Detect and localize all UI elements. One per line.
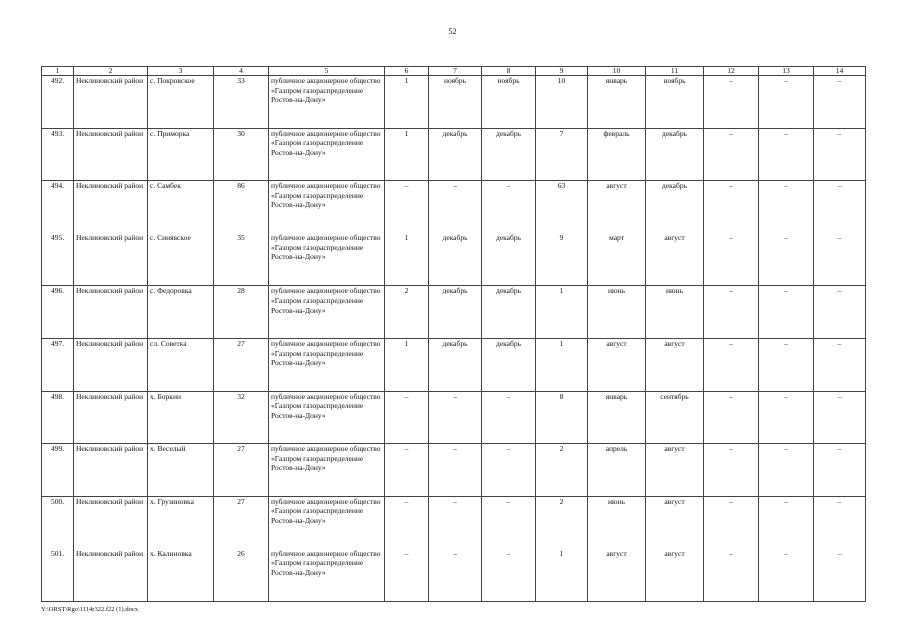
cell-c6: – bbox=[385, 444, 429, 497]
cell-c11: ноябрь bbox=[646, 76, 704, 129]
column-header-1: 1 bbox=[42, 67, 74, 76]
column-header-6: 6 bbox=[385, 67, 429, 76]
cell-c13: – bbox=[759, 391, 814, 444]
cell-c14: – bbox=[814, 444, 866, 497]
column-header-12: 12 bbox=[704, 67, 759, 76]
cell-district: Неклиновский район bbox=[74, 338, 148, 391]
cell-district: Неклиновский район bbox=[74, 233, 148, 286]
cell-c13: – bbox=[759, 496, 814, 549]
table-row bbox=[42, 338, 866, 391]
cell-c8: – bbox=[482, 496, 536, 549]
column-header-11: 11 bbox=[646, 67, 704, 76]
cell-settlement: с. Покровское bbox=[148, 76, 214, 129]
cell-c11: декабрь bbox=[646, 128, 704, 181]
cell-c8: декабрь bbox=[482, 286, 536, 339]
cell-c12: – bbox=[704, 128, 759, 181]
cell-district: Неклиновский район bbox=[74, 128, 148, 181]
column-header-4: 4 bbox=[214, 67, 269, 76]
cell-c13: – bbox=[759, 338, 814, 391]
column-header-13: 13 bbox=[759, 67, 814, 76]
cell-c13: – bbox=[759, 549, 814, 602]
schedule-table bbox=[41, 66, 866, 602]
cell-c10: август bbox=[588, 181, 646, 234]
cell-c13: – bbox=[759, 286, 814, 339]
cell-c4: 33 bbox=[214, 76, 269, 129]
cell-settlement: х. Боркин bbox=[148, 391, 214, 444]
cell-c6: – bbox=[385, 181, 429, 234]
cell-c10: март bbox=[588, 233, 646, 286]
cell-c13: – bbox=[759, 128, 814, 181]
cell-c13: – bbox=[759, 181, 814, 234]
cell-c6: 1 bbox=[385, 233, 429, 286]
cell-c4: 30 bbox=[214, 128, 269, 181]
cell-c9: 1 bbox=[536, 549, 588, 602]
cell-c6: 1 bbox=[385, 76, 429, 129]
cell-c9: 1 bbox=[536, 286, 588, 339]
cell-district: Неклиновский район bbox=[74, 444, 148, 497]
cell-c9: 7 bbox=[536, 128, 588, 181]
table-row bbox=[42, 391, 866, 444]
cell-c11: август bbox=[646, 549, 704, 602]
cell-c8: – bbox=[482, 549, 536, 602]
file-path-footer: Y:\ORST\Rgo\1114r322.f22 (1).docx bbox=[41, 606, 138, 613]
cell-c10: август bbox=[588, 338, 646, 391]
cell-c7: декабрь bbox=[429, 233, 482, 286]
cell-c7: ноябрь bbox=[429, 76, 482, 129]
cell-org: публичное акционерное общество «Газпром газораспределение Ростов-на-Дону» bbox=[269, 128, 385, 181]
cell-org: публичное акционерное общество «Газпром газораспределение Ростов-на-Дону» bbox=[269, 444, 385, 497]
cell-settlement: х. Веселый bbox=[148, 444, 214, 497]
cell-c10: август bbox=[588, 549, 646, 602]
cell-settlement: х. Калиновка bbox=[148, 549, 214, 602]
column-header-5: 5 bbox=[269, 67, 385, 76]
cell-c12: – bbox=[704, 233, 759, 286]
cell-c13: – bbox=[759, 444, 814, 497]
cell-n: 499. bbox=[42, 444, 74, 497]
cell-settlement: сл. Советка bbox=[148, 338, 214, 391]
cell-c10: январь bbox=[588, 391, 646, 444]
cell-c7: декабрь bbox=[429, 128, 482, 181]
cell-c8: ноябрь bbox=[482, 76, 536, 129]
column-number-header-row bbox=[42, 67, 866, 76]
table-row bbox=[42, 286, 866, 339]
cell-n: 497. bbox=[42, 338, 74, 391]
cell-c8: – bbox=[482, 444, 536, 497]
cell-c6: – bbox=[385, 391, 429, 444]
table-body bbox=[42, 76, 866, 602]
cell-org: публичное акционерное общество «Газпром газораспределение Ростов-на-Дону» bbox=[269, 496, 385, 549]
cell-c14: – bbox=[814, 181, 866, 234]
cell-c7: – bbox=[429, 391, 482, 444]
cell-c6: 1 bbox=[385, 128, 429, 181]
cell-org: публичное акционерное общество «Газпром газораспределение Ростов-на-Дону» bbox=[269, 76, 385, 129]
cell-c11: август bbox=[646, 233, 704, 286]
cell-c7: декабрь bbox=[429, 286, 482, 339]
column-header-9: 9 bbox=[536, 67, 588, 76]
column-header-3: 3 bbox=[148, 67, 214, 76]
cell-n: 492. bbox=[42, 76, 74, 129]
cell-c12: – bbox=[704, 76, 759, 129]
cell-c13: – bbox=[759, 76, 814, 129]
cell-district: Неклиновский район bbox=[74, 391, 148, 444]
cell-n: 494. bbox=[42, 181, 74, 234]
cell-c7: – bbox=[429, 181, 482, 234]
cell-c12: – bbox=[704, 338, 759, 391]
table-row bbox=[42, 181, 866, 234]
table-row bbox=[42, 233, 866, 286]
cell-c7: декабрь bbox=[429, 338, 482, 391]
table-row bbox=[42, 128, 866, 181]
cell-settlement: х. Грузиновка bbox=[148, 496, 214, 549]
cell-c14: – bbox=[814, 76, 866, 129]
cell-c14: – bbox=[814, 496, 866, 549]
column-header-8: 8 bbox=[482, 67, 536, 76]
cell-org: публичное акционерное общество «Газпром газораспределение Ростов-на-Дону» bbox=[269, 286, 385, 339]
cell-c12: – bbox=[704, 181, 759, 234]
cell-c11: август bbox=[646, 338, 704, 391]
column-header-2: 2 bbox=[74, 67, 148, 76]
cell-c6: 2 bbox=[385, 286, 429, 339]
table-row bbox=[42, 76, 866, 129]
cell-c12: – bbox=[704, 496, 759, 549]
cell-c6: – bbox=[385, 549, 429, 602]
cell-c4: 86 bbox=[214, 181, 269, 234]
column-header-10: 10 bbox=[588, 67, 646, 76]
cell-c10: июнь bbox=[588, 496, 646, 549]
cell-c4: 27 bbox=[214, 338, 269, 391]
cell-c14: – bbox=[814, 391, 866, 444]
cell-settlement: с. Приморка bbox=[148, 128, 214, 181]
cell-n: 498. bbox=[42, 391, 74, 444]
cell-c12: – bbox=[704, 549, 759, 602]
cell-c9: 10 bbox=[536, 76, 588, 129]
cell-c7: – bbox=[429, 496, 482, 549]
cell-c11: август bbox=[646, 496, 704, 549]
cell-c8: декабрь bbox=[482, 338, 536, 391]
cell-n: 493. bbox=[42, 128, 74, 181]
cell-c10: июнь bbox=[588, 286, 646, 339]
cell-c14: – bbox=[814, 549, 866, 602]
cell-c8: декабрь bbox=[482, 128, 536, 181]
cell-c9: 63 bbox=[536, 181, 588, 234]
cell-settlement: с. Самбек bbox=[148, 181, 214, 234]
cell-org: публичное акционерное общество «Газпром газораспределение Ростов-на-Дону» bbox=[269, 549, 385, 602]
cell-district: Неклиновский район bbox=[74, 286, 148, 339]
cell-org: публичное акционерное общество «Газпром газораспределение Ростов-на-Дону» bbox=[269, 391, 385, 444]
cell-district: Неклиновский район bbox=[74, 76, 148, 129]
cell-c4: 27 bbox=[214, 496, 269, 549]
cell-district: Неклиновский район bbox=[74, 181, 148, 234]
cell-c13: – bbox=[759, 233, 814, 286]
cell-c11: август bbox=[646, 444, 704, 497]
cell-c4: 26 bbox=[214, 549, 269, 602]
cell-n: 495. bbox=[42, 233, 74, 286]
cell-c9: 1 bbox=[536, 338, 588, 391]
column-header-7: 7 bbox=[429, 67, 482, 76]
cell-c6: 1 bbox=[385, 338, 429, 391]
table-row bbox=[42, 444, 866, 497]
cell-c12: – bbox=[704, 391, 759, 444]
cell-c4: 27 bbox=[214, 444, 269, 497]
cell-c14: – bbox=[814, 286, 866, 339]
cell-c12: – bbox=[704, 286, 759, 339]
cell-c14: – bbox=[814, 128, 866, 181]
cell-n: 496. bbox=[42, 286, 74, 339]
cell-c4: 35 bbox=[214, 233, 269, 286]
column-header-14: 14 bbox=[814, 67, 866, 76]
cell-n: 501. bbox=[42, 549, 74, 602]
cell-org: публичное акционерное общество «Газпром газораспределение Ростов-на-Дону» bbox=[269, 338, 385, 391]
cell-c10: апрель bbox=[588, 444, 646, 497]
cell-c14: – bbox=[814, 233, 866, 286]
cell-c9: 2 bbox=[536, 496, 588, 549]
table-row bbox=[42, 549, 866, 602]
cell-c12: – bbox=[704, 444, 759, 497]
cell-settlement: с. Синявское bbox=[148, 233, 214, 286]
cell-org: публичное акционерное общество «Газпром газораспределение Ростов-на-Дону» bbox=[269, 181, 385, 234]
cell-c9: 8 bbox=[536, 391, 588, 444]
cell-settlement: с. Федоровка bbox=[148, 286, 214, 339]
cell-c4: 28 bbox=[214, 286, 269, 339]
cell-c11: июнь bbox=[646, 286, 704, 339]
cell-c8: – bbox=[482, 391, 536, 444]
cell-c8: – bbox=[482, 181, 536, 234]
cell-c9: 2 bbox=[536, 444, 588, 497]
cell-district: Неклиновский район bbox=[74, 549, 148, 602]
cell-c7: – bbox=[429, 444, 482, 497]
page-number: 52 bbox=[448, 27, 457, 36]
cell-c11: декабрь bbox=[646, 181, 704, 234]
cell-c11: сентябрь bbox=[646, 391, 704, 444]
cell-c10: февраль bbox=[588, 128, 646, 181]
cell-n: 500. bbox=[42, 496, 74, 549]
cell-district: Неклиновский район bbox=[74, 496, 148, 549]
cell-c6: – bbox=[385, 496, 429, 549]
cell-c10: январь bbox=[588, 76, 646, 129]
cell-c9: 9 bbox=[536, 233, 588, 286]
cell-c8: декабрь bbox=[482, 233, 536, 286]
cell-c7: – bbox=[429, 549, 482, 602]
cell-org: публичное акционерное общество «Газпром газораспределение Ростов-на-Дону» bbox=[269, 233, 385, 286]
cell-c14: – bbox=[814, 338, 866, 391]
cell-c4: 32 bbox=[214, 391, 269, 444]
table-row bbox=[42, 496, 866, 549]
